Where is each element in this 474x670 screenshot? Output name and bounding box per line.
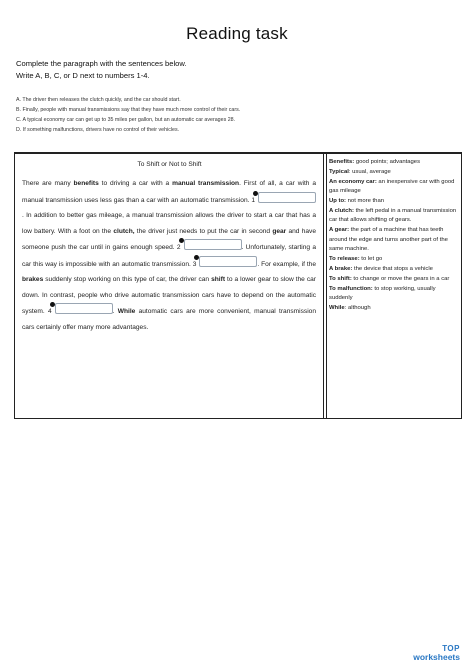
topworksheets-logo: TOP worksheets	[413, 644, 460, 662]
glossary	[329, 158, 459, 314]
instruction-line-1: Complete the paragraph with the sentences below.	[16, 59, 187, 68]
glossary-item: To shift: to change or move the gears in a car	[329, 275, 450, 282]
option-d: D. If something malfunctions, drivers have no control of their vehicles.	[16, 127, 180, 133]
glossary-item: Typical: usual, average	[329, 168, 391, 175]
answer-gap-2[interactable]	[184, 239, 242, 250]
page-title: Reading task	[186, 24, 288, 43]
reading-passage: There are many benefits to driving a car with a manual transmission. First of all, a car with a manual transmission uses less gas than a car with an automatic transmission. 1. In addition to better gas mileage, a manual transmission allows the driver to start a car that has a low battery. With a foot on the clutch, the driver just needs to put the car in second gear and have someone push the car until in gains enough speed. 2 . Unfortunately, starting a car this way is impossible with an automatic transmission. 3 . For example, if the brakes suddenly stop working on this type of car, the driver can shift to a lower gear to slow the car down. In contrast, people who drive automatic transmission cars have to depend on the automatic system. 4 . While automatic cars are more convenient, manual transmission cars certainly offer many more advantages.	[22, 180, 317, 331]
column-divider	[326, 154, 327, 418]
option-a: A. The driver then releases the clutch quickly, and the car should start.	[16, 97, 181, 103]
answer-gap-4[interactable]	[55, 303, 113, 314]
gap-number-1: 1	[251, 196, 255, 204]
glossary-item: A gear: the part of a machine that has teeth around the edge and turns another part of the same machine.	[329, 227, 448, 253]
option-c: C. A typical economy car can get up to 35 miles per gallon, but an automatic car averages 28.	[16, 117, 236, 123]
glossary-item: While: although	[329, 305, 371, 312]
answer-gap-1[interactable]	[258, 192, 316, 203]
answer-gap-3[interactable]	[199, 256, 257, 267]
glossary-item: An economy car: an inexpensive car with good gas mileage	[329, 178, 455, 195]
reading-column	[15, 154, 324, 418]
reading-title: To Shift or Not to Shift	[137, 161, 202, 168]
gap-number-3: 3	[192, 260, 197, 268]
glossary-item: Up to: not more than	[329, 198, 384, 205]
option-b: B. Finally, people with manual transmissions say that they have much more control of their cars.	[16, 107, 241, 113]
instructions	[16, 58, 187, 82]
gap-number-4: 4	[47, 308, 52, 315]
glossary-item: A clutch: the left pedal in a manual transmission car that allows shifting of gears.	[329, 208, 457, 224]
reading-box	[14, 152, 462, 419]
gap-number-2: 2	[176, 244, 181, 251]
answer-options	[16, 95, 240, 135]
glossary-item: To release: to let go	[329, 256, 383, 263]
instruction-line-2: Write A, B, C, or D next to numbers 1-4.	[16, 71, 150, 80]
glossary-item: Benefits: good points; advantages	[329, 159, 421, 165]
glossary-item: To malfunction: to stop working, usually suddenly	[329, 285, 436, 302]
glossary-item: A brake: the device that stops a vehicle	[329, 265, 433, 272]
